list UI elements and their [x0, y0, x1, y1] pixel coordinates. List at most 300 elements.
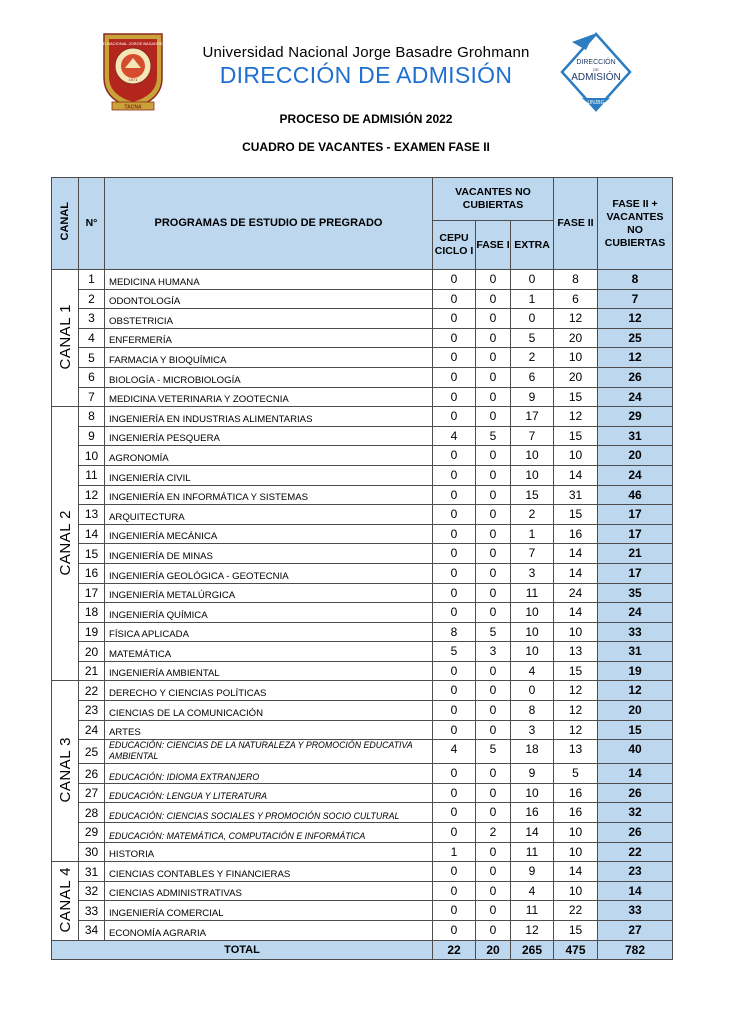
extra-value: 3 [511, 720, 554, 740]
extra-value: 11 [511, 901, 554, 921]
extra-value: 10 [511, 783, 554, 803]
header-programs: PROGRAMAS DE ESTUDIO DE PREGRADO [105, 178, 433, 270]
row-number: 1 [79, 270, 105, 290]
extra-value: 16 [511, 803, 554, 823]
table-row [52, 881, 673, 901]
phase2-value: 22 [554, 901, 598, 921]
program-name: INGENIERÍA COMERCIAL [105, 901, 433, 921]
total-value: 31 [598, 426, 673, 446]
row-number: 6 [79, 367, 105, 387]
extra-value: 1 [511, 289, 554, 309]
phase2-value: 12 [554, 720, 598, 740]
total-value: 21 [598, 544, 673, 564]
table-row [52, 524, 673, 544]
cepu-value: 0 [433, 901, 476, 921]
header-cepu: CEPU CICLO I [433, 221, 476, 270]
extra-value: 0 [511, 270, 554, 290]
total-value: 24 [598, 387, 673, 407]
total-value: 12 [598, 348, 673, 368]
program-name: BIOLOGÍA - MICROBIOLOGÍA [105, 367, 433, 387]
extra-value: 10 [511, 622, 554, 642]
phase1-value: 0 [476, 803, 511, 823]
canal-1-cell: CANAL 1 [52, 270, 79, 407]
total-value: 32 [598, 803, 673, 823]
total-value: 14 [598, 881, 673, 901]
header-phase-1: FASE I [476, 221, 511, 270]
table-row [52, 485, 673, 505]
svg-text:1971: 1971 [128, 77, 138, 82]
canal-2-cell: CANAL 2 [52, 407, 79, 681]
phase1-value: 0 [476, 309, 511, 329]
cepu-value: 0 [433, 783, 476, 803]
extra-value: 11 [511, 842, 554, 862]
cepu-value: 0 [433, 505, 476, 525]
phase2-value: 8 [554, 270, 598, 290]
cepu-value: 0 [433, 921, 476, 941]
phase2-value: 10 [554, 446, 598, 466]
phase2-value: 31 [554, 485, 598, 505]
table-row [52, 823, 673, 843]
svg-text:DIRECCIÓN: DIRECCIÓN [576, 59, 616, 66]
cepu-value: 0 [433, 485, 476, 505]
total-value: 24 [598, 465, 673, 485]
row-number: 33 [79, 901, 105, 921]
cepu-value: 0 [433, 823, 476, 843]
row-number: 16 [79, 563, 105, 583]
phase1-value: 0 [476, 289, 511, 309]
table-row [52, 446, 673, 466]
table-row [52, 387, 673, 407]
cepu-value: 0 [433, 348, 476, 368]
cepu-value: 0 [433, 701, 476, 721]
table-row [52, 505, 673, 525]
phase2-value: 15 [554, 426, 598, 446]
cepu-value: 0 [433, 367, 476, 387]
program-name: FARMACIA Y BIOQUÍMICA [105, 348, 433, 368]
table-row [52, 348, 673, 368]
header-number: N° [79, 178, 105, 270]
phase1-value: 0 [476, 270, 511, 290]
row-number: 11 [79, 465, 105, 485]
total-phase2: 475 [554, 940, 598, 960]
phase1-value: 0 [476, 764, 511, 784]
row-number: 4 [79, 328, 105, 348]
program-name: EDUCACIÓN: LENGUA Y LITERATURA [105, 783, 433, 803]
extra-value: 9 [511, 764, 554, 784]
total-extra: 265 [511, 940, 554, 960]
phase2-value: 15 [554, 505, 598, 525]
total-grand: 782 [598, 940, 673, 960]
program-name: EDUCACIÓN: CIENCIAS DE LA NATURALEZA Y PROMOCIÓN EDUCATIVA AMBIENTAL [105, 740, 433, 764]
phase2-value: 14 [554, 603, 598, 623]
cepu-value: 0 [433, 309, 476, 329]
phase2-value: 10 [554, 823, 598, 843]
program-name: EDUCACIÓN: IDIOMA EXTRANJERO [105, 764, 433, 784]
phase2-value: 15 [554, 661, 598, 681]
total-value: 29 [598, 407, 673, 427]
total-value: 12 [598, 681, 673, 701]
extra-value: 8 [511, 701, 554, 721]
row-number: 14 [79, 524, 105, 544]
table-row [52, 862, 673, 882]
extra-value: 3 [511, 563, 554, 583]
table-row [52, 901, 673, 921]
phase1-value: 0 [476, 842, 511, 862]
extra-value: 0 [511, 309, 554, 329]
program-name: FÍSICA APLICADA [105, 622, 433, 642]
phase1-value: 0 [476, 681, 511, 701]
cepu-value: 0 [433, 583, 476, 603]
table-row [52, 583, 673, 603]
program-name: MATEMÁTICA [105, 642, 433, 662]
total-value: 33 [598, 622, 673, 642]
table-row [52, 764, 673, 784]
program-name: INGENIERÍA EN INFORMÁTICA Y SISTEMAS [105, 485, 433, 505]
table-row [52, 367, 673, 387]
row-number: 24 [79, 720, 105, 740]
extra-value: 4 [511, 661, 554, 681]
extra-value: 4 [511, 881, 554, 901]
phase2-value: 15 [554, 921, 598, 941]
program-name: EDUCACIÓN: MATEMÁTICA, COMPUTACIÓN E INFORMÁTICA [105, 823, 433, 843]
svg-text:DE: DE [593, 67, 599, 72]
extra-value: 1 [511, 524, 554, 544]
row-number: 21 [79, 661, 105, 681]
row-number: 2 [79, 289, 105, 309]
total-value: 31 [598, 642, 673, 662]
cepu-value: 4 [433, 426, 476, 446]
table-row [52, 622, 673, 642]
phase1-value: 0 [476, 583, 511, 603]
phase2-value: 20 [554, 367, 598, 387]
row-number: 26 [79, 764, 105, 784]
total-value: 12 [598, 309, 673, 329]
row-number: 25 [79, 740, 105, 764]
table-row [52, 740, 673, 764]
cepu-value: 4 [433, 740, 476, 764]
total-value: 27 [598, 921, 673, 941]
row-number: 29 [79, 823, 105, 843]
header-phase-2: FASE II [554, 178, 598, 270]
extra-value: 12 [511, 921, 554, 941]
phase1-value: 0 [476, 901, 511, 921]
header-canal: CANAL [52, 178, 79, 270]
phase1-value: 0 [476, 603, 511, 623]
row-number: 5 [79, 348, 105, 368]
table-row [52, 407, 673, 427]
phase2-value: 12 [554, 681, 598, 701]
extra-value: 0 [511, 681, 554, 701]
total-value: 8 [598, 270, 673, 290]
vacancies-table [51, 177, 673, 960]
phase1-value: 0 [476, 783, 511, 803]
program-name: INGENIERÍA GEOLÓGICA - GEOTECNIA [105, 563, 433, 583]
row-number: 3 [79, 309, 105, 329]
cepu-value: 0 [433, 387, 476, 407]
total-value: 22 [598, 842, 673, 862]
table-row [52, 270, 673, 290]
cepu-value: 0 [433, 446, 476, 466]
phase2-value: 20 [554, 328, 598, 348]
extra-value: 10 [511, 603, 554, 623]
total-value: 24 [598, 603, 673, 623]
total-value: 26 [598, 783, 673, 803]
phase2-value: 14 [554, 544, 598, 564]
program-name: CIENCIAS ADMINISTRATIVAS [105, 881, 433, 901]
cepu-value: 8 [433, 622, 476, 642]
program-name: ODONTOLOGÍA [105, 289, 433, 309]
program-name: AGRONOMÍA [105, 446, 433, 466]
extra-value: 17 [511, 407, 554, 427]
table-row [52, 309, 673, 329]
table-body [52, 270, 673, 960]
extra-value: 14 [511, 823, 554, 843]
table-row [52, 842, 673, 862]
cepu-value: 0 [433, 603, 476, 623]
header-unfilled-vacancies: VACANTES NO CUBIERTAS [433, 178, 554, 221]
table-row [52, 465, 673, 485]
total-value: 40 [598, 740, 673, 764]
phase2-value: 16 [554, 803, 598, 823]
phase1-value: 0 [476, 367, 511, 387]
program-name: INGENIERÍA EN INDUSTRIAS ALIMENTARIAS [105, 407, 433, 427]
program-name: DERECHO Y CIENCIAS POLÍTICAS [105, 681, 433, 701]
cepu-value: 0 [433, 328, 476, 348]
extra-value: 6 [511, 367, 554, 387]
extra-value: 10 [511, 642, 554, 662]
cepu-value: 0 [433, 661, 476, 681]
row-number: 13 [79, 505, 105, 525]
phase2-value: 24 [554, 583, 598, 603]
phase2-value: 12 [554, 407, 598, 427]
row-number: 17 [79, 583, 105, 603]
cepu-value: 0 [433, 803, 476, 823]
cepu-value: 1 [433, 842, 476, 862]
program-name: INGENIERÍA METALÚRGICA [105, 583, 433, 603]
total-value: 17 [598, 563, 673, 583]
row-number: 23 [79, 701, 105, 721]
cepu-value: 0 [433, 720, 476, 740]
row-number: 27 [79, 783, 105, 803]
phase2-value: 14 [554, 465, 598, 485]
total-value: 17 [598, 524, 673, 544]
row-number: 12 [79, 485, 105, 505]
phase1-value: 0 [476, 881, 511, 901]
row-number: 10 [79, 446, 105, 466]
row-number: 28 [79, 803, 105, 823]
total-cepu: 22 [433, 940, 476, 960]
total-value: 7 [598, 289, 673, 309]
row-number: 30 [79, 842, 105, 862]
table-row [52, 803, 673, 823]
program-name: INGENIERÍA PESQUERA [105, 426, 433, 446]
cepu-value: 0 [433, 524, 476, 544]
extra-value: 7 [511, 426, 554, 446]
table-row [52, 720, 673, 740]
cepu-value: 0 [433, 289, 476, 309]
admission-office-logo [560, 32, 632, 112]
total-value: 25 [598, 328, 673, 348]
cepu-value: 0 [433, 764, 476, 784]
row-number: 8 [79, 407, 105, 427]
total-label: TOTAL [52, 940, 433, 960]
phase1-value: 5 [476, 622, 511, 642]
row-number: 18 [79, 603, 105, 623]
program-name: ARTES [105, 720, 433, 740]
header-extra: EXTRA [511, 221, 554, 270]
row-number: 7 [79, 387, 105, 407]
phase1-value: 0 [476, 544, 511, 564]
program-name: EDUCACIÓN: CIENCIAS SOCIALES Y PROMOCIÓN SOCIO CULTURAL [105, 803, 433, 823]
phase1-value: 5 [476, 740, 511, 764]
phase2-value: 13 [554, 642, 598, 662]
table-row [52, 681, 673, 701]
cepu-value: 0 [433, 563, 476, 583]
svg-text:ADMISIÓN: ADMISIÓN [571, 72, 621, 83]
phase1-value: 0 [476, 661, 511, 681]
phase1-value: 0 [476, 505, 511, 525]
table-row [52, 661, 673, 681]
total-value: 46 [598, 485, 673, 505]
table-row [52, 426, 673, 446]
phase2-value: 16 [554, 783, 598, 803]
program-name: ECONOMÍA AGRARIA [105, 921, 433, 941]
phase2-value: 10 [554, 622, 598, 642]
university-seal-logo [78, 28, 188, 112]
total-row [52, 940, 673, 960]
phase1-value: 0 [476, 387, 511, 407]
extra-value: 11 [511, 583, 554, 603]
program-name: OBSTETRICIA [105, 309, 433, 329]
program-name: INGENIERÍA CIVIL [105, 465, 433, 485]
total-value: 26 [598, 367, 673, 387]
table-row [52, 783, 673, 803]
header-total: FASE II + VACANTES NO CUBIERTAS [598, 178, 673, 270]
extra-value: 10 [511, 446, 554, 466]
row-number: 22 [79, 681, 105, 701]
phase2-value: 15 [554, 387, 598, 407]
phase2-value: 10 [554, 842, 598, 862]
total-value: 20 [598, 446, 673, 466]
phase1-value: 5 [476, 426, 511, 446]
phase1-value: 2 [476, 823, 511, 843]
phase2-value: 16 [554, 524, 598, 544]
cepu-value: 0 [433, 465, 476, 485]
phase1-value: 0 [476, 563, 511, 583]
phase1-value: 0 [476, 701, 511, 721]
phase1-value: 0 [476, 348, 511, 368]
total-value: 15 [598, 720, 673, 740]
program-name: INGENIERÍA DE MINAS [105, 544, 433, 564]
total-value: 35 [598, 583, 673, 603]
phase1-value: 0 [476, 465, 511, 485]
extra-value: 9 [511, 387, 554, 407]
extra-value: 2 [511, 505, 554, 525]
total-value: 26 [598, 823, 673, 843]
cepu-value: 0 [433, 881, 476, 901]
phase1-value: 0 [476, 446, 511, 466]
phase1-value: 0 [476, 921, 511, 941]
program-name: CIENCIAS DE LA COMUNICACIÓN [105, 701, 433, 721]
phase1-value: 0 [476, 328, 511, 348]
program-name: INGENIERÍA AMBIENTAL [105, 661, 433, 681]
phase1-value: 0 [476, 524, 511, 544]
table-title: CUADRO DE VACANTES - EXAMEN FASE II [242, 140, 490, 154]
svg-text:TACNA: TACNA [124, 104, 142, 111]
phase2-value: 14 [554, 563, 598, 583]
canal-4-cell: CANAL 4 [52, 862, 79, 940]
phase2-value: 6 [554, 289, 598, 309]
phase2-value: 12 [554, 701, 598, 721]
table-row [52, 563, 673, 583]
total-value: 17 [598, 505, 673, 525]
phase1-value: 3 [476, 642, 511, 662]
total-phase1: 20 [476, 940, 511, 960]
program-name: MEDICINA HUMANA [105, 270, 433, 290]
canal-3-cell: CANAL 3 [52, 681, 79, 862]
row-number: 31 [79, 862, 105, 882]
row-number: 34 [79, 921, 105, 941]
row-number: 15 [79, 544, 105, 564]
phase1-value: 0 [476, 862, 511, 882]
program-name: HISTORIA [105, 842, 433, 862]
total-value: 33 [598, 901, 673, 921]
phase2-value: 12 [554, 309, 598, 329]
row-number: 32 [79, 881, 105, 901]
cepu-value: 0 [433, 544, 476, 564]
table-row [52, 603, 673, 623]
total-value: 19 [598, 661, 673, 681]
phase2-value: 5 [554, 764, 598, 784]
phase2-value: 13 [554, 740, 598, 764]
program-name: INGENIERÍA QUÍMICA [105, 603, 433, 623]
phase2-value: 14 [554, 862, 598, 882]
svg-text:UNIVERSIDAD NACIONAL JORGE BAS: UNIVERSIDAD NACIONAL JORGE BASADRE GROHMANN [78, 41, 188, 46]
total-value: 14 [598, 764, 673, 784]
extra-value: 18 [511, 740, 554, 764]
total-value: 20 [598, 701, 673, 721]
row-number: 19 [79, 622, 105, 642]
phase1-value: 0 [476, 720, 511, 740]
table-row [52, 921, 673, 941]
cepu-value: 5 [433, 642, 476, 662]
row-number: 9 [79, 426, 105, 446]
cepu-value: 0 [433, 270, 476, 290]
direction-title: DIRECCIÓN DE ADMISIÓN [219, 62, 513, 88]
table-row [52, 289, 673, 309]
extra-value: 2 [511, 348, 554, 368]
cepu-value: 0 [433, 407, 476, 427]
table-row [52, 701, 673, 721]
svg-text:UNJBG: UNJBG [587, 100, 605, 106]
row-number: 20 [79, 642, 105, 662]
program-name: ARQUITECTURA [105, 505, 433, 525]
extra-value: 9 [511, 862, 554, 882]
program-name: ENFERMERÍA [105, 328, 433, 348]
program-name: MEDICINA VETERINARIA Y ZOOTECNIA [105, 387, 433, 407]
phase1-value: 0 [476, 485, 511, 505]
table-row [52, 328, 673, 348]
table-row [52, 544, 673, 564]
program-name: INGENIERÍA MECÁNICA [105, 524, 433, 544]
phase2-value: 10 [554, 348, 598, 368]
university-name: Universidad Nacional Jorge Basadre Grohmann [202, 44, 530, 61]
extra-value: 10 [511, 465, 554, 485]
extra-value: 15 [511, 485, 554, 505]
total-value: 23 [598, 862, 673, 882]
extra-value: 7 [511, 544, 554, 564]
phase1-value: 0 [476, 407, 511, 427]
